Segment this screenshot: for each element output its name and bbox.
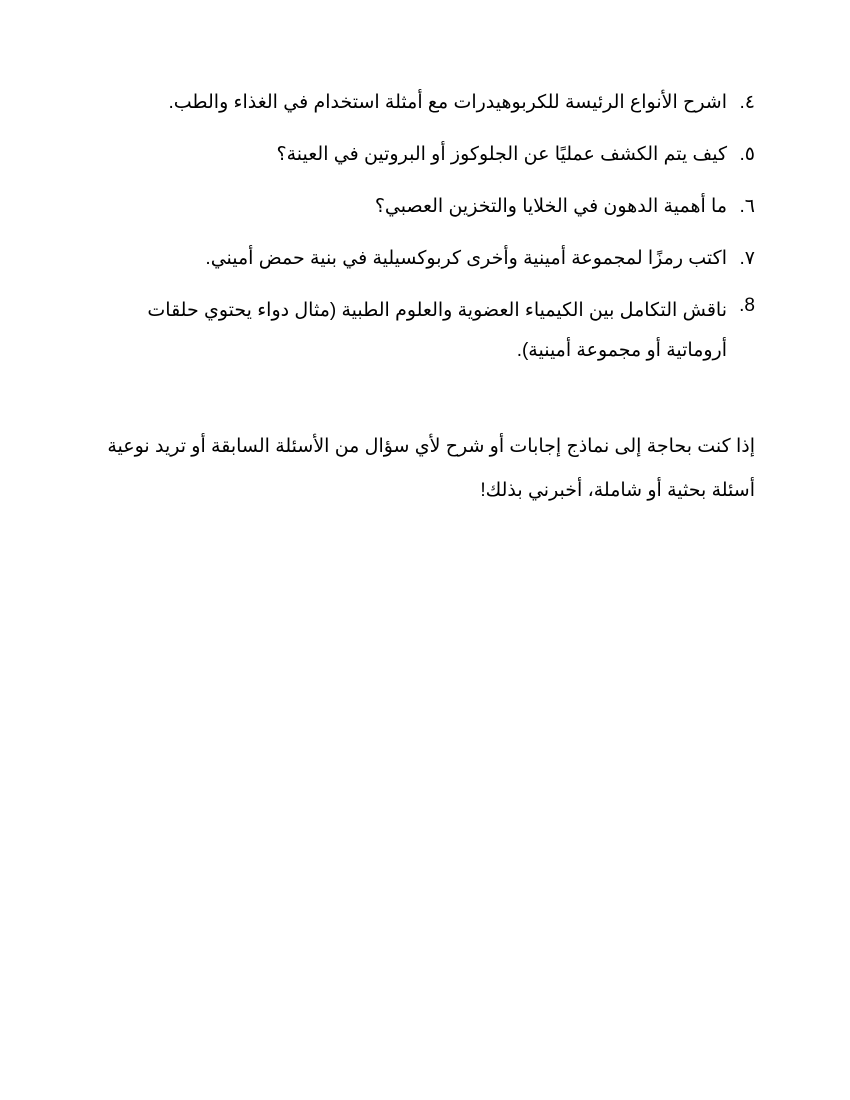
question-text: اشرح الأنواع الرئيسة للكربوهيدرات مع أمثلة استخدام في الغذاء والطب.	[168, 92, 727, 113]
question-text: كيف يتم الكشف عمليًا عن الجلوكوز أو البروتين في العينة؟	[276, 144, 727, 165]
closing-paragraph: إذا كنت بحاجة إلى نماذج إجابات أو شرح لأي سؤال من الأسئلة السابقة أو تريد نوعية أسئلة بحثية أو شاملة، أخبرني بذلك!	[107, 436, 755, 501]
question-item	[135, 244, 755, 274]
question-item	[135, 192, 755, 222]
question-number: ٤.	[739, 92, 755, 113]
question-number: ٥.	[739, 144, 755, 165]
question-list	[135, 88, 755, 393]
question-item	[135, 140, 755, 170]
question-item	[135, 88, 755, 118]
question-number: ٧.	[739, 248, 755, 269]
question-number: ٦.	[739, 196, 755, 217]
question-text: ناقش التكامل بين الكيمياء العضوية والعلوم الطبية (مثال دواء يحتوي حلقات أروماتية أو مجموعة أمينية).	[147, 300, 727, 361]
question-item	[135, 291, 755, 371]
question-text: اكتب رمزًا لمجموعة أمينية وأخرى كربوكسيلية في بنية حمض أميني.	[205, 248, 727, 269]
question-text: ما أهمية الدهون في الخلايا والتخزين العصبي؟	[374, 196, 727, 217]
question-number: 8.	[739, 295, 755, 316]
